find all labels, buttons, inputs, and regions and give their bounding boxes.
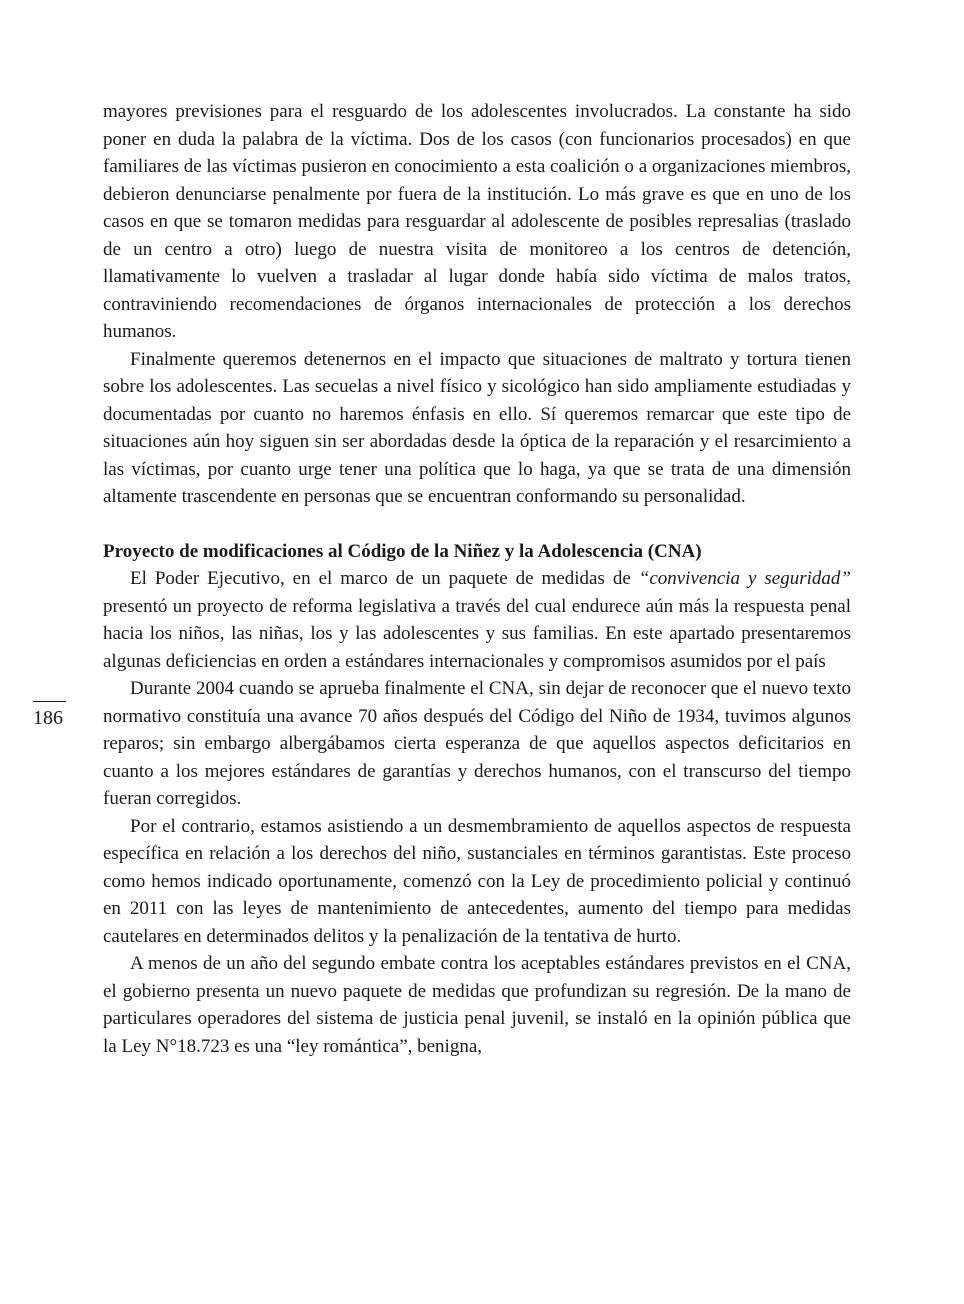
paragraph: Por el contrario, estamos asistiendo a un desmembramiento de aquellos aspectos de respuesta específica en relación a los derechos del niño, sustanciales en términos garantistas. Este proceso como hemos indicado oportunamente, comenzó con la Ley de procedimiento policial y continuó en 2011 con las leyes de mantenimiento de antecedentes, aumento del tiempo para medidas cautelares en determinados delitos y la penalización de la tentativa de hurto. bbox=[103, 815, 851, 947]
body-text bbox=[103, 98, 851, 1060]
paragraph: Finalmente queremos detenernos en el impacto que situaciones de maltrato y tortura tienen sobre los adolescentes. Las secuelas a nivel físico y sicológico han sido ampliamente estudiadas y documentadas por cuanto no haremos énfasis en ello. Sí queremos remarcar que este tipo de situaciones aún hoy siguen sin ser abordadas desde la óptica de la reparación y el resarcimiento a las víctimas, por cuanto urge tener una política que lo haga, ya que se trata de una dimensión altamente trascendente en personas que se encuentran conformando su personalidad. bbox=[103, 348, 851, 507]
page-number: 186 bbox=[33, 707, 63, 729]
paragraph: mayores previsiones para el resguardo de los adolescentes involucrados. La constante ha sido poner en duda la palabra de la víctima. Dos de los casos (con funcionarios procesados) en que familiares de las víctimas pusieron en conocimiento a esta coalición o a organizaciones miembros, debieron denunciarse penalmente por fuera de la institución. Lo más grave es que en uno de los casos en que se tomaron medidas para resguardar al adolescente de posibles represalias (traslado de un centro a otro) luego de nuestra visita de monitoreo a los centros de detención, llamativamente lo vuelven a trasladar al lugar donde había sido víctima de malos tratos, contraviniendo recomendaciones de órganos internacionales de protección a los derechos humanos. bbox=[103, 101, 851, 342]
paragraph: Durante 2004 cuando se aprueba finalmente el CNA, sin dejar de reconocer que el nuevo texto normativo constituía una avance 70 años después del Código del Niño de 1934, tuvimos algunos reparos; sin embargo albergábamos cierta esperanza de que aquellos aspectos deficitarios en cuanto a los mejores estándares de garantías y derechos humanos, con el transcurso del tiempo fueran corregidos. bbox=[103, 678, 851, 809]
section-heading: Proyecto de modificaciones al Código de la Niñez y la Adolescencia (CNA) bbox=[103, 540, 702, 562]
intro-text-end: presentó un proyecto de reforma legislativa a través del cual endurece aún más la respuesta penal hacia los niños, las niñas, los y las adolescentes y sus familias. En este apartado presentaremos algunas deficiencias en orden a estándares internacionales y compromisos asumidos por el país bbox=[103, 595, 851, 672]
page-number-rule bbox=[33, 701, 66, 702]
paragraph bbox=[103, 565, 851, 675]
paragraph: A menos de un año del segundo embate contra los aceptables estándares previstos en el CNA, el gobierno presenta un nuevo paquete de medidas que profundizan su regresión. De la mano de particulares operadores del sistema de justicia penal juvenil, se instaló en la opinión pública que la Ley N°18.723 es una “ley romántica”, benigna, bbox=[103, 953, 851, 1057]
intro-text-start: El Poder Ejecutivo, en el marco de un paquete de medidas de bbox=[130, 568, 639, 589]
quoted-term: “convivencia y seguridad” bbox=[638, 568, 851, 589]
